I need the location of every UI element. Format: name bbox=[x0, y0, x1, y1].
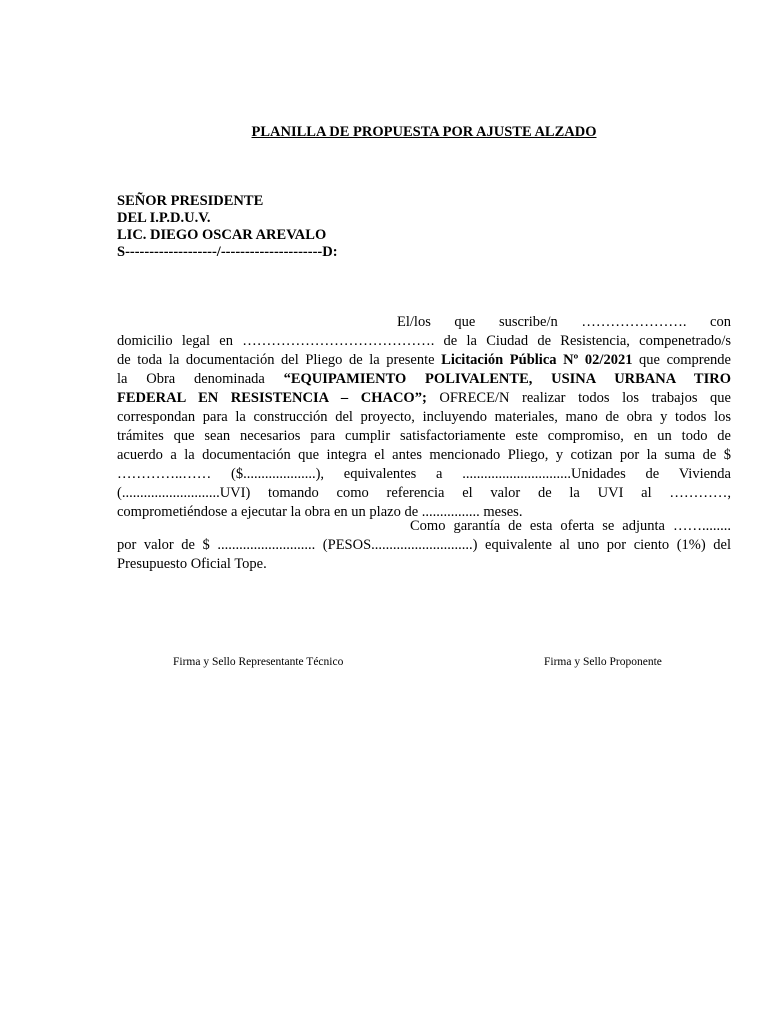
document-title: PLANILLA DE PROPUESTA POR AJUSTE ALZADO bbox=[251, 124, 597, 140]
paragraph-line: por valor de $ ........................... (PESOS............................) equivalente al uno por ciento (1%) del bbox=[117, 537, 731, 553]
paragraph-line: trámites que sean necesarios para cumplir satisfactoriamente este compromiso, en un todo de bbox=[117, 428, 731, 444]
paragraph-line: correspondan para la construcción del proyecto, incluyendo materiales, mano de obra y todos los bbox=[117, 409, 731, 425]
paragraph-line bbox=[117, 370, 731, 389]
proposal-paragraph bbox=[117, 313, 731, 522]
paragraph-text: OFRECE/N realizar todos los trabajos que bbox=[426, 390, 731, 406]
paragraph-line: Como garantía de esta oferta se adjunta ……........ bbox=[410, 518, 731, 534]
project-name-cont: FEDERAL EN RESISTENCIA – CHACO”; bbox=[117, 390, 427, 406]
guarantee-paragraph bbox=[117, 517, 731, 574]
tender-number: Licitación Pública Nº 02/2021 bbox=[441, 352, 633, 368]
paragraph-line: acuerdo a la documentación que integra el antes mencionado Pliego, y cotizan por la suma de $ bbox=[117, 447, 731, 463]
paragraph-text: de toda la documentación del Pliego de la presente bbox=[117, 352, 442, 368]
addressee-line-2: DEL I.P.D.U.V. bbox=[117, 210, 211, 226]
paragraph-text: que comprende bbox=[632, 352, 731, 368]
paragraph-line: Presupuesto Oficial Tope. bbox=[117, 556, 267, 572]
paragraph-line: comprometiéndose a ejecutar la obra en un plazo de ................ meses. bbox=[117, 504, 523, 520]
paragraph-line bbox=[117, 389, 731, 408]
paragraph-line: domicilio legal en …………………………………. de la Ciudad de Resistencia, compenetrado/s bbox=[117, 333, 731, 349]
project-name: “EQUIPAMIENTO POLIVALENTE, USINA URBANA TIRO bbox=[283, 371, 731, 387]
paragraph-line: El/los que suscribe/n …………………. con bbox=[397, 314, 731, 330]
addressee-line-4: S-------------------/---------------------D: bbox=[117, 244, 338, 260]
addressee-line-1: SEÑOR PRESIDENTE bbox=[117, 193, 264, 209]
paragraph-text: la Obra denominada bbox=[117, 371, 284, 387]
signature-proponent: Firma y Sello Proponente bbox=[544, 656, 662, 668]
addressee-line-3: LIC. DIEGO OSCAR AREVALO bbox=[117, 227, 327, 243]
addressee-block bbox=[117, 193, 338, 261]
paragraph-line: (...........................UVI) tomando como referencia el valor de la UVI al …………, bbox=[117, 485, 731, 501]
signature-technical-representative: Firma y Sello Representante Técnico bbox=[173, 656, 344, 668]
paragraph-line: …………..…… ($....................), equivalentes a ..............................Unidades de Vivienda bbox=[117, 466, 731, 482]
paragraph-line bbox=[117, 351, 731, 370]
